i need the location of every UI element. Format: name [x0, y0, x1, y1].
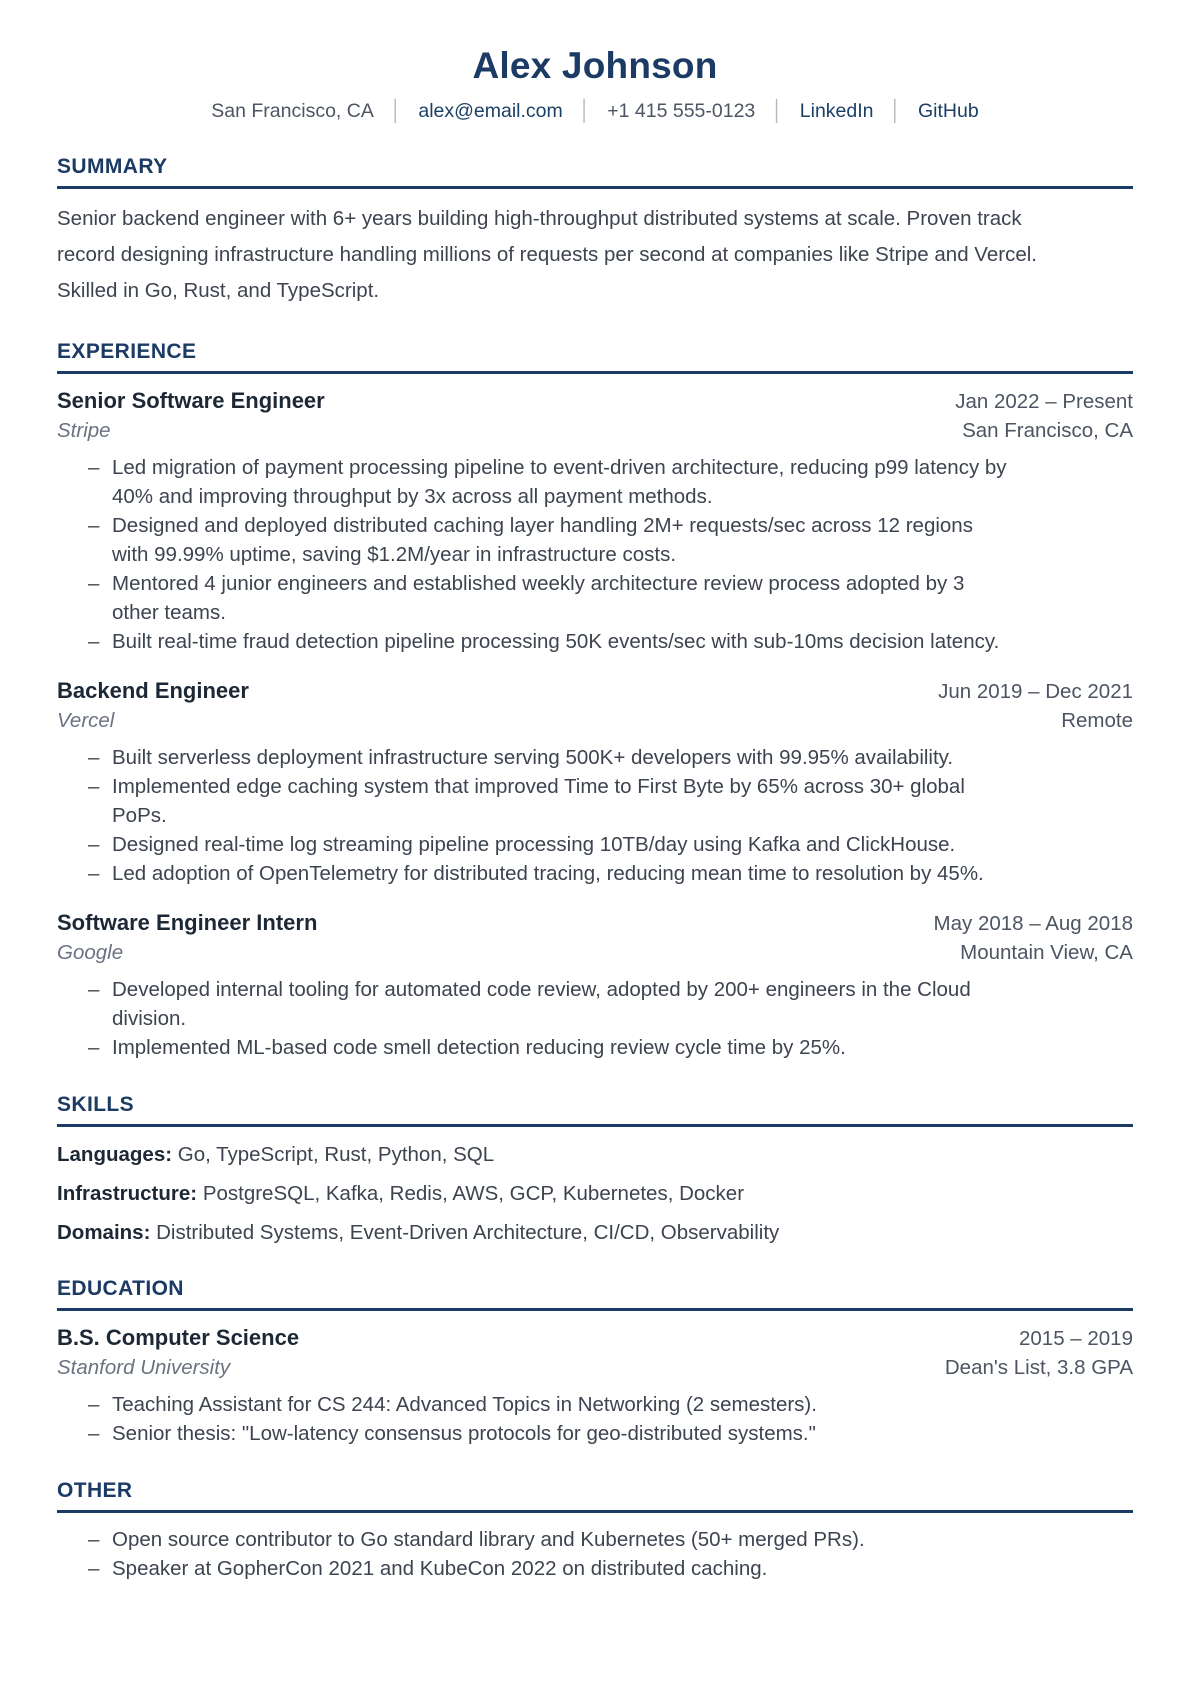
job-bullet-list [57, 453, 1133, 656]
skill-values: PostgreSQL, Kafka, Redis, AWS, GCP, Kubernetes, Docker [202, 1182, 745, 1205]
skill-label: Infrastructure: [57, 1182, 198, 1205]
bullet-item: – Built serverless deployment infrastructure serving 500K+ developers with 99.95% availability. [88, 743, 1008, 772]
contact-github-link[interactable]: GitHub [918, 100, 979, 122]
skill-values: Distributed Systems, Event-Driven Architecture, CI/CD, Observability [156, 1221, 780, 1244]
job-location: San Francisco, CA [962, 419, 1133, 442]
contact-email-link[interactable]: alex@email.com [418, 100, 563, 122]
bullet-item: – Senior thesis: "Low-latency consensus protocols for geo-distributed systems." [88, 1419, 1008, 1448]
job-entry-stripe [57, 386, 1133, 656]
bullet-item: – Designed real-time log streaming pipeline processing 10TB/day using Kafka and ClickHouse. [88, 830, 1008, 859]
separator: │ [889, 100, 903, 122]
education-honors: Dean's List, 3.8 GPA [944, 1356, 1133, 1379]
skills-heading: SKILLS [57, 1092, 1133, 1127]
experience-heading: EXPERIENCE [57, 339, 1133, 374]
job-dates: Jan 2022 – Present [955, 390, 1133, 413]
education-bullet-list [57, 1390, 1133, 1448]
bullet-item: – Designed and deployed distributed caching layer handling 2M+ requests/sec across 12 regions with 99.99% uptime, saving $1.2M/year in infrastructure costs. [88, 511, 1008, 569]
skill-label: Domains: [57, 1221, 151, 1244]
bullet-item: – Teaching Assistant for CS 244: Advanced Topics in Networking (2 semesters). [88, 1390, 1008, 1419]
contact-phone: +1 415 555-0123 [607, 100, 756, 122]
skill-values: Go, TypeScript, Rust, Python, SQL [177, 1143, 495, 1166]
job-company-row [57, 706, 1133, 735]
bullet-item: – Mentored 4 junior engineers and established weekly architecture review process adopted by 3 other teams. [88, 569, 1008, 627]
skill-row-infrastructure [57, 1180, 1133, 1207]
other-heading: OTHER [57, 1478, 1133, 1513]
contact-linkedin-link[interactable]: LinkedIn [799, 100, 874, 122]
job-company: Stripe [57, 419, 111, 442]
job-entry-google [57, 908, 1133, 1062]
contact-line [57, 98, 1133, 124]
job-bullet-list [57, 743, 1133, 888]
other-bullet-list [57, 1525, 1133, 1583]
education-school: Stanford University [57, 1356, 231, 1379]
job-location: Remote [1061, 709, 1133, 732]
resume-header [57, 44, 1133, 124]
job-title: Senior Software Engineer [57, 388, 325, 413]
summary-text: Senior backend engineer with 6+ years building high-throughput distributed systems at scale. Proven track record designing infrastructure handling millions of requests per second at companies like Stripe and Vercel. Skilled in Go, Rust, and TypeScript. [57, 207, 1037, 302]
job-company: Vercel [57, 709, 115, 732]
separator: │ [771, 100, 784, 122]
job-dates: Jun 2019 – Dec 2021 [938, 680, 1133, 703]
education-degree: B.S. Computer Science [57, 1325, 300, 1350]
education-dates: 2015 – 2019 [1018, 1327, 1133, 1350]
bullet-item: – Led migration of payment processing pipeline to event-driven architecture, reducing p99 latency by 40% and improving throughput by 3x across all payment methods. [88, 453, 1008, 511]
section-education [57, 1276, 1133, 1448]
summary-heading: SUMMARY [57, 154, 1133, 189]
separator: │ [389, 100, 403, 122]
skill-row-languages [57, 1141, 1133, 1168]
job-company-row [57, 416, 1133, 445]
job-company: Google [57, 941, 124, 964]
contact-location: San Francisco, CA [211, 100, 374, 122]
bullet-item: – Open source contributor to Go standard library and Kubernetes (50+ merged PRs). [88, 1525, 1008, 1554]
page-title: Alex Johnson [472, 45, 718, 86]
bullet-item: – Implemented edge caching system that improved Time to First Byte by 65% across 30+ global PoPs. [88, 772, 1008, 830]
education-heading: EDUCATION [57, 1276, 1133, 1311]
job-bullet-list [57, 975, 1133, 1062]
section-other [57, 1478, 1133, 1583]
job-entry-vercel [57, 676, 1133, 888]
job-title-row [57, 908, 1133, 938]
skill-label: Languages: [57, 1143, 173, 1166]
job-dates: May 2018 – Aug 2018 [933, 912, 1133, 935]
job-title: Software Engineer Intern [57, 910, 318, 935]
job-location: Mountain View, CA [960, 941, 1133, 964]
bullet-item: – Built real-time fraud detection pipeline processing 50K events/sec with sub-10ms decision latency. [88, 627, 1008, 656]
job-title-row [57, 676, 1133, 706]
bullet-item: – Developed internal tooling for automated code review, adopted by 200+ engineers in the Cloud division. [88, 975, 1008, 1033]
section-skills [57, 1092, 1133, 1246]
education-entry [57, 1323, 1133, 1448]
education-school-row [57, 1353, 1133, 1382]
skill-row-domains [57, 1219, 1133, 1246]
bullet-item: – Led adoption of OpenTelemetry for distributed tracing, reducing mean time to resolution by 45%. [88, 859, 1008, 888]
bullet-item: – Implemented ML-based code smell detection reducing review cycle time by 25%. [88, 1033, 1008, 1062]
bullet-item: – Speaker at GopherCon 2021 and KubeCon 2022 on distributed caching. [88, 1554, 1008, 1583]
job-title-row [57, 386, 1133, 416]
section-experience [57, 339, 1133, 1062]
education-degree-row [57, 1323, 1133, 1353]
job-title: Backend Engineer [57, 678, 249, 703]
section-summary [57, 154, 1133, 309]
job-company-row [57, 938, 1133, 967]
separator: │ [578, 100, 592, 122]
